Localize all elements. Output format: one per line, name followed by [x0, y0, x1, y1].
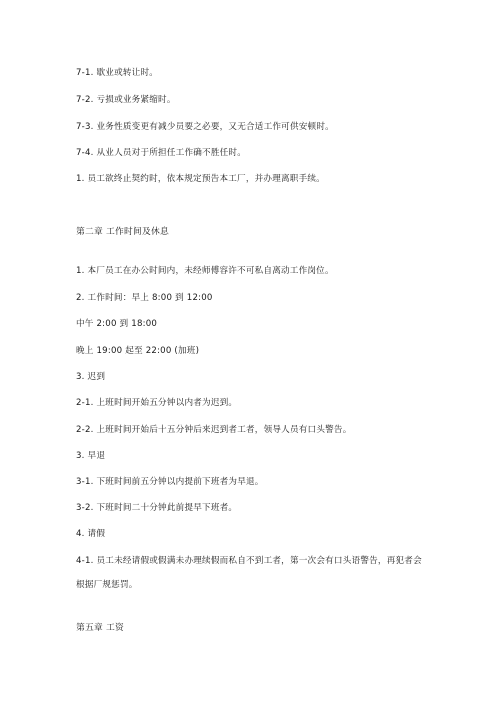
work-hours-evening: 晚上 19:00 起至 22:00 (加班) — [76, 346, 200, 356]
clause-7-4: 7-4. 从业人员对于所担任工作确不胜任时。 — [76, 148, 246, 158]
chapter-heading: 第二章 工作时间及休息 — [76, 227, 169, 237]
clause-3-early-leave: 3. 早退 — [76, 451, 106, 461]
clause-2-1: 2-1. 上班时间开始五分钟以内者为迟到。 — [76, 398, 238, 408]
clause-7-1: 7-1. 歇业或转让时。 — [76, 68, 159, 78]
clause-2-2: 2-2. 上班时间开始后十五分钟后来迟到者工者，领导人员有口头警告。 — [76, 425, 352, 435]
clause-2-work-hours: 2. 工作时间：早上 8:00 到 12:00 — [76, 293, 213, 303]
work-hours-noon: 中午 2:00 到 18:00 — [76, 319, 158, 329]
clause-1: 1. 本厂员工在办公时间内，未经师傅容许不可私自离动工作岗位。 — [76, 266, 334, 276]
clause-4-1: 4-1. 员工未经请假或假满未办理续假而私自不到工者，第一次会有口头语警告，再犯者会 — [76, 556, 422, 566]
clause-7-3: 7-3. 业务性质变更有减少员要之必要，又无合适工作可供安顿时。 — [76, 122, 334, 132]
clause-3-1: 3-1. 下班时间前五分钟以内提前下班者为早退。 — [76, 477, 264, 487]
clause-3-late: 3. 迟到 — [76, 372, 106, 382]
clause-resignation: 1. 员工欲终止契约时，依本规定预告本工厂，并办理离职手续。 — [76, 174, 325, 184]
clause-3-2: 3-2. 下班时间二十分钟此前提早下班者。 — [76, 503, 238, 513]
chapter-heading-wages: 第五章 工资 — [76, 623, 124, 633]
clause-4-leave: 4. 请假 — [76, 529, 106, 539]
clause-7-2: 7-2. 亏损或业务紧缩时。 — [76, 95, 176, 105]
clause-4-1-continued: 根据厂规惩罚。 — [76, 580, 138, 590]
